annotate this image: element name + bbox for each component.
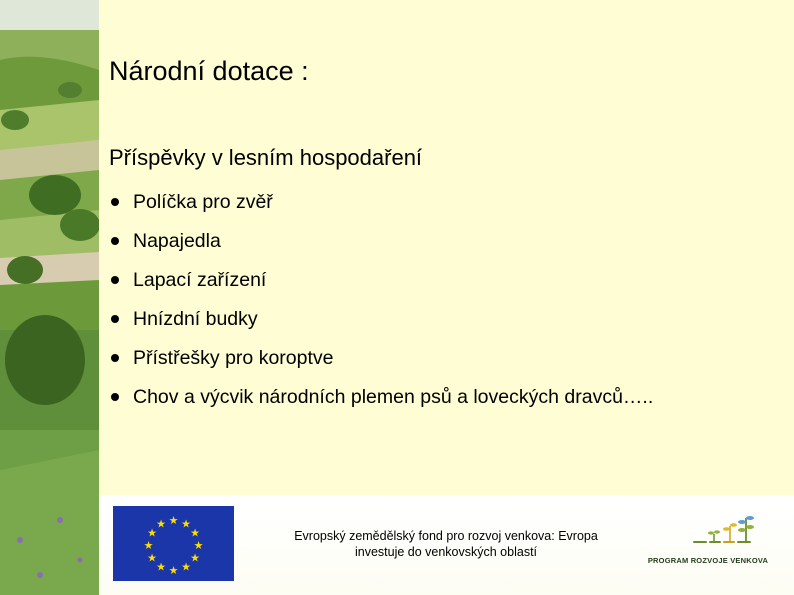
footer-caption-line: investuje do venkovských oblastí xyxy=(354,545,538,559)
list-item xyxy=(109,379,653,418)
bullet-icon xyxy=(111,276,119,284)
svg-text:★: ★ xyxy=(156,517,166,531)
list-item-text: Napajedla xyxy=(133,230,221,252)
landscape-photo xyxy=(0,0,99,595)
list-item-text: Lapací zařízení xyxy=(133,269,267,291)
svg-text:★: ★ xyxy=(190,551,200,565)
slide-subheading: Příspěvky v lesním hospodaření xyxy=(109,145,423,170)
list-item-text: Přístřešky pro koroptve xyxy=(133,347,334,369)
bullet-icon xyxy=(111,354,119,362)
svg-text:★: ★ xyxy=(156,560,166,574)
slide-title: Národní dotace : xyxy=(109,56,309,86)
list-item-text: Chov a výcvik národních plemen psů a loveckých dravců….. xyxy=(133,386,654,408)
bullet-icon xyxy=(111,237,119,245)
footer-caption xyxy=(257,528,635,560)
list-item xyxy=(109,340,653,379)
svg-text:★: ★ xyxy=(147,526,157,540)
program-rozvoje-venkova-logo xyxy=(642,512,774,574)
svg-text:★: ★ xyxy=(181,560,191,574)
list-item-text: Hnízdní budky xyxy=(133,308,258,330)
list-item xyxy=(109,223,653,262)
bullet-list xyxy=(109,184,653,418)
bullet-icon xyxy=(111,315,119,323)
list-item xyxy=(109,301,653,340)
svg-text:★: ★ xyxy=(190,526,200,540)
bullet-icon xyxy=(111,393,119,401)
svg-text:★: ★ xyxy=(168,514,179,527)
logo-wordmark: PROGRAM ROZVOJE VENKOVA xyxy=(647,556,769,565)
list-item xyxy=(109,184,653,223)
svg-text:★: ★ xyxy=(143,539,154,552)
list-item xyxy=(109,262,653,301)
svg-text:★: ★ xyxy=(181,517,191,531)
eu-flag-icon xyxy=(113,506,234,581)
footer xyxy=(99,495,794,595)
svg-text:★: ★ xyxy=(147,551,157,565)
sprout-graphic xyxy=(642,512,774,554)
bullet-icon xyxy=(111,198,119,206)
footer-caption-line: Evropský zemědělský fond pro rozvoj venkova: Evropa xyxy=(294,529,598,543)
svg-text:★: ★ xyxy=(193,539,204,552)
svg-text:★: ★ xyxy=(168,564,179,577)
list-item-text: Políčka pro zvěř xyxy=(133,191,273,213)
